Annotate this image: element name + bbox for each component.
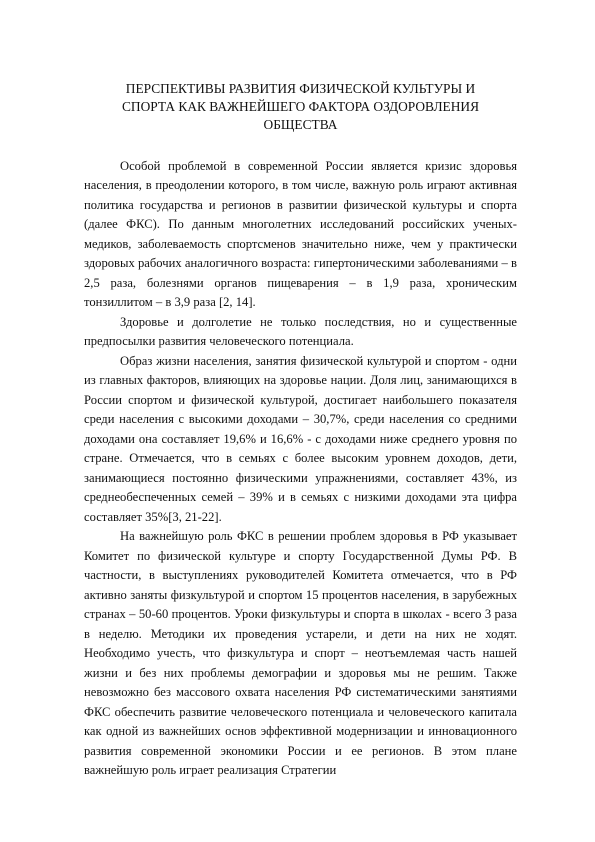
paragraph-lifestyle: Образ жизни населения, занятия физической культурой и спортом - одни из главных факторов, влияющих на здоровье нации. Доля лиц, занимающихся в России спортом и физической культурой, достигает наибольшего показателя среди населения с высокими доходами – 30,7%, среди населения со средними доходами она составляет 19,6% и 16,6% - с доходами ниже среднего уровня по стране. Отмечается, что в семьях с более высоким уровнем доходов, дети, занимающиеся постоянно физическими упражнениями, составляет 43%, из среднеобеспеченных семей – 39% и в семьях с низкими доходами эта цифра составляет 35%[3, 21-22]. [84, 353, 517, 524]
document-title [84, 80, 517, 135]
title-line-2: СПОРТА КАК ВАЖНЕЙШЕГО ФАКТОРА ОЗДОРОВЛЕНИЯ [121, 99, 480, 115]
title-line-1: ПЕРСПЕКТИВЫ РАЗВИТИЯ ФИЗИЧЕСКОЙ КУЛЬТУРЫ И [125, 81, 476, 96]
paragraph-state-duma: На важнейшую роль ФКС в решении проблем здоровья в РФ указывает Комитет по физической культуре и спорту Государственной Думы РФ. В частности, в выступлениях руководителей Комитета отмечается, что в РФ активно заняты физкультурой и спортом 15 процентов населения, в зарубежных странах – 50-60 процентов. Уроки физкультуры и спорта в школах - всего 3 раза в неделю. Методики их проведения устарели, и дети на них не ходят. Необходимо учесть, что физкультура и спорт – неотъемлемая часть нашей жизни и без них проблемы демографии и здоровья мы не решим. Также невозможно без массового охвата населения РФ систематическими занятиями ФКС обеспечить развитие человеческого потенциала и человеческого капитала как одной из важнейших основ эффективной модернизации и инновационного развития современной экономики России и ее регионов. В этом плане важнейшую роль играет реализация Стратегии [84, 529, 517, 778]
document-page [84, 80, 517, 781]
paragraph-health-crisis: Особой проблемой в современной России является кризис здоровья населения, в преодолении которого, в том числе, важную роль играют активная политика государства и регионов в развитии физической культуры и спорта (далее ФКС). По данным многолетних исследований российских ученых-медиков, заболеваемость спортсменов значительно ниже, чем у практически здоровых рабочих аналогичного возраста: гипертоническими заболеваниями – в 2,5 раза, болезнями органов пищеварения – в 1,9 раза, хроническим тонзиллитом – в 3,9 раза [2, 14]. [84, 158, 517, 310]
title-line-3: ОБЩЕСТВА [263, 117, 338, 133]
paragraph-longevity: Здоровье и долголетие не только последствия, но и существенные предпосылки развития человеческого потенциала. [84, 314, 517, 349]
